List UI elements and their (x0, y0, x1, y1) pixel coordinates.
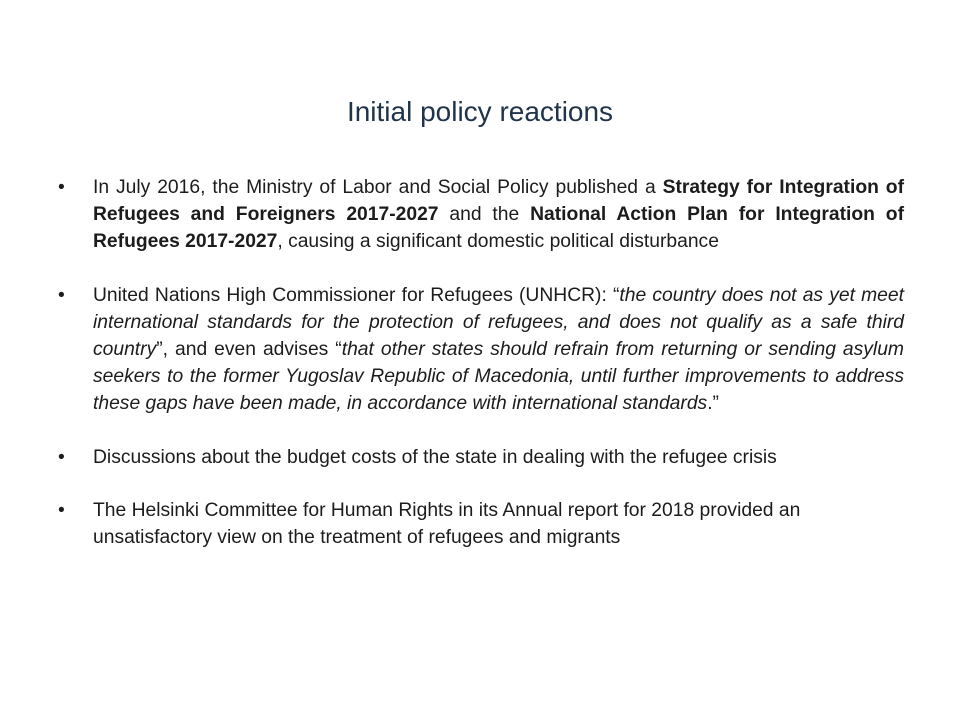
bullet-list (58, 174, 904, 551)
bullet-icon: • (58, 446, 65, 468)
bullet-text: Discussions about the budget costs of the state in dealing with the refugee crisis (93, 446, 777, 468)
bullet-text: The Helsinki Committee for Human Rights in its Annual report for 2018 provided an unsatisfactory view on the treatment of refugees and migrants (93, 499, 801, 549)
bullet-item-helsinki (58, 497, 904, 551)
bullet-text-part: In July 2016, the Ministry of Labor and Social Policy published a (93, 177, 663, 198)
bullet-text-part: , causing a significant domestic political disturbance (277, 231, 719, 253)
bullet-item-strategy (58, 174, 904, 256)
action-plan-document-name: National Action Plan for Integration of Refugees 2017-2027 (93, 204, 904, 253)
slide-title: Initial policy reactions (346, 96, 614, 127)
unhcr-quote-1: the country does not as yet meet international standards for the protection of refugees, and does not qualify as a safe third country (93, 284, 904, 361)
bullet-text-part: United Nations High Commissioner for Refugees (UNHCR): “ (93, 284, 620, 306)
bullet-text-part: ”, and even advises “ (156, 339, 342, 361)
bullet-icon: • (58, 499, 65, 521)
bullet-icon: • (58, 177, 65, 198)
bullet-text-part: and the (438, 204, 531, 226)
unhcr-quote-2: that other states should refrain from returning or sending asylum seekers to the former Yugoslav Republic of Macedonia, until further improvements to address these gaps have been made, in accordance with international standards (93, 339, 904, 415)
bullet-item-budget (58, 444, 904, 471)
bullet-icon: • (58, 284, 65, 306)
bullet-text-part: .” (707, 393, 719, 415)
bullet-item-unhcr (58, 282, 904, 418)
strategy-document-name: Strategy for Integration of Refugees and Foreigners 2017-2027 (93, 177, 904, 226)
